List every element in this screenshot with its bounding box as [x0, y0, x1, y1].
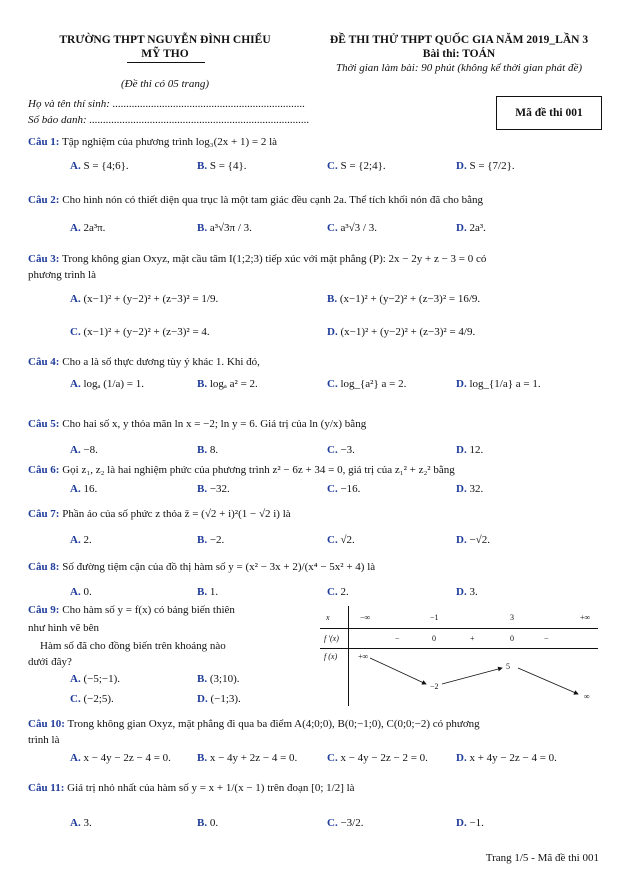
question-5: Câu 5: Cho hai số x, y thỏa mãn ln x = −2; ln y = 6. Giá trị của ln (y/x) bằng: [28, 418, 367, 430]
question-6: Câu 6: Gọi z₁, z₂ là hai nghiệm phức của phương trình z² − 6z + 34 = 0, giá trị của z₁² + z₂² bằng: [28, 464, 455, 476]
q10-option-c[interactable]: C. x − 4y − 2z − 2 = 0.: [327, 752, 428, 764]
x-value: −1: [430, 613, 439, 622]
question-11: Câu 11: Giá trị nhỏ nhất của hàm số y = x + 1/(x − 1) trên đoạn [0; 1/2] là: [28, 782, 355, 794]
increasing-arrow: [442, 668, 502, 684]
q8-option-c[interactable]: C. 2.: [327, 586, 349, 598]
x-value: −∞: [360, 613, 371, 622]
q11-option-b[interactable]: B. 0.: [197, 817, 219, 829]
q5-option-b[interactable]: B. 8.: [197, 444, 219, 456]
table-f-label: f (x): [324, 652, 338, 661]
school-name: TRƯỜNG THPT NGUYỄN ĐÌNH CHIỂU: [59, 34, 271, 46]
derivative-sign: −: [395, 634, 400, 643]
q1-option-c[interactable]: C. S = {2;4}.: [327, 160, 386, 172]
question-1: Câu 1: Tập nghiệm của phương trình log₃(2x + 1) = 2 là: [28, 136, 278, 148]
q7-option-c[interactable]: C. √2.: [327, 534, 355, 546]
q3-option-b[interactable]: B. (x−1)² + (y−2)² + (z−3)² = 16/9.: [327, 293, 481, 305]
q3-option-a[interactable]: A. (x−1)² + (y−2)² + (z−3)² = 1/9.: [70, 293, 219, 305]
q4-option-b[interactable]: B. logₐ a² = 2.: [197, 378, 258, 390]
exam-subject: Bài thi: TOÁN: [422, 48, 496, 60]
q5-option-c[interactable]: C. −3.: [327, 444, 355, 456]
q11-option-a[interactable]: A. 3.: [70, 817, 92, 829]
q8-option-b[interactable]: B. 1.: [197, 586, 219, 598]
q5-option-a[interactable]: A. −8.: [70, 444, 98, 456]
q9-option-a[interactable]: A. (−5;−1).: [70, 673, 120, 685]
question-9: Câu 9: Cho hàm số y = f(x) có bảng biến thiên: [28, 604, 235, 616]
q1-option-d[interactable]: D. S = {7/2}.: [456, 160, 515, 172]
q3-option-d[interactable]: D. (x−1)² + (y−2)² + (z−3)² = 4/9.: [327, 326, 476, 338]
exam-code-box: Mã đề thi 001: [496, 96, 602, 130]
derivative-zero: 0: [432, 634, 436, 643]
q2-option-a[interactable]: A. 2a³π.: [70, 222, 106, 234]
q9-option-d[interactable]: D. (−1;3).: [197, 693, 241, 705]
question-3: Câu 3: Trong không gian Oxyz, mặt cầu tâm I(1;2;3) tiếp xúc với mặt phẳng (P): 2x − 2y + z − 3 = 0 có: [28, 253, 487, 265]
decreasing-arrow: [518, 668, 578, 694]
q2-option-d[interactable]: D. 2a³.: [456, 222, 486, 234]
q6-option-d[interactable]: D. 32.: [456, 483, 484, 495]
page-count-note: (Đề thi có 05 trang): [121, 78, 209, 90]
f-value: −2: [430, 682, 439, 691]
q7-option-a[interactable]: A. 2.: [70, 534, 92, 546]
q9-option-c[interactable]: C. (−2;5).: [70, 693, 114, 705]
q5-option-d[interactable]: D. 12.: [456, 444, 484, 456]
variation-table: [320, 606, 598, 706]
candidate-name-field: Họ và tên thí sinh: ......................................................................: [28, 98, 306, 110]
q4-option-d[interactable]: D. log_{1/a} a = 1.: [456, 378, 541, 390]
q1-option-a[interactable]: A. S = {4;6}.: [70, 160, 129, 172]
q4-option-a[interactable]: A. logₐ (1/a) = 1.: [70, 378, 144, 390]
question-9-prompt: Hàm số đã cho đồng biến trên khoảng nào: [40, 640, 226, 652]
q6-option-b[interactable]: B. −32.: [197, 483, 230, 495]
q8-option-a[interactable]: A. 0.: [70, 586, 92, 598]
q7-option-b[interactable]: B. −2.: [197, 534, 225, 546]
derivative-zero: 0: [510, 634, 514, 643]
question-9-cont: như hình vẽ bên: [28, 622, 100, 634]
q7-option-d[interactable]: D. −√2.: [456, 534, 490, 546]
q6-option-c[interactable]: C. −16.: [327, 483, 361, 495]
q11-option-d[interactable]: D. −1.: [456, 817, 484, 829]
q1-option-b[interactable]: B. S = {4}.: [197, 160, 247, 172]
table-fprime-label: f ′(x): [324, 634, 339, 643]
exam-time: Thời gian làm bài: 90 phút (không kể thời gian phát đề): [335, 62, 583, 74]
x-value: +∞: [580, 613, 591, 622]
q10-option-a[interactable]: A. x − 4y − 2z − 4 = 0.: [70, 752, 171, 764]
q3-option-c[interactable]: C. (x−1)² + (y−2)² + (z−3)² = 4.: [70, 326, 210, 338]
derivative-sign: +: [470, 634, 475, 643]
exam-title: ĐỀ THI THỬ THPT QUỐC GIA NĂM 2019_LẦN 3: [329, 34, 589, 46]
q10-option-b[interactable]: B. x − 4y + 2z − 4 = 0.: [197, 752, 298, 764]
candidate-id-field: Số báo danh: ................................................................................: [28, 114, 310, 126]
q11-option-c[interactable]: C. −3/2.: [327, 817, 364, 829]
q9-option-b[interactable]: B. (3;10).: [197, 673, 240, 685]
decreasing-arrow: [370, 658, 426, 684]
question-10-cont: trình là: [28, 734, 60, 746]
header-underline: [127, 62, 205, 63]
page-footer: Trang 1/5 - Mã đề thi 001: [485, 852, 599, 864]
derivative-sign: −: [544, 634, 549, 643]
variation-arrows: [320, 606, 598, 706]
q8-option-d[interactable]: D. 3.: [456, 586, 478, 598]
question-7: Câu 7: Phần ảo của số phức z thỏa z̄ = (√2 + i)²(1 − √2 i) là: [28, 508, 291, 520]
question-8: Câu 8: Số đường tiệm cận của đồ thị hàm số y = (x² − 3x + 2)/(x⁴ − 5x² + 4) là: [28, 561, 376, 573]
q4-option-c[interactable]: C. log_{a²} a = 2.: [327, 378, 407, 390]
question-2: Câu 2: Cho hình nón có thiết diện qua trục là một tam giác đều cạnh 2a. Thể tích khối nón đã cho bằng: [28, 194, 483, 206]
x-value: 3: [510, 613, 514, 622]
f-value: ∞: [584, 692, 590, 701]
table-x-label: x: [326, 613, 330, 622]
question-10: Câu 10: Trong không gian Oxyz, mặt phẳng đi qua ba điểm A(4;0;0), B(0;−1;0), C(0;0;−2) có phương: [28, 718, 480, 730]
school-city: MỸ THO: [141, 48, 189, 60]
question-4: Câu 4: Cho a là số thực dương tùy ý khác 1. Khi đó,: [28, 356, 260, 368]
q2-option-b[interactable]: B. a³√3π / 3.: [197, 222, 252, 234]
f-value: 5: [506, 662, 510, 671]
question-9-prompt-cont: dưới đây?: [28, 656, 72, 668]
q10-option-d[interactable]: D. x + 4y − 2z − 4 = 0.: [456, 752, 557, 764]
question-3-cont: phương trình là: [28, 269, 96, 281]
q2-option-c[interactable]: C. a³√3 / 3.: [327, 222, 377, 234]
q6-option-a[interactable]: A. 16.: [70, 483, 98, 495]
f-value: +∞: [358, 652, 369, 661]
